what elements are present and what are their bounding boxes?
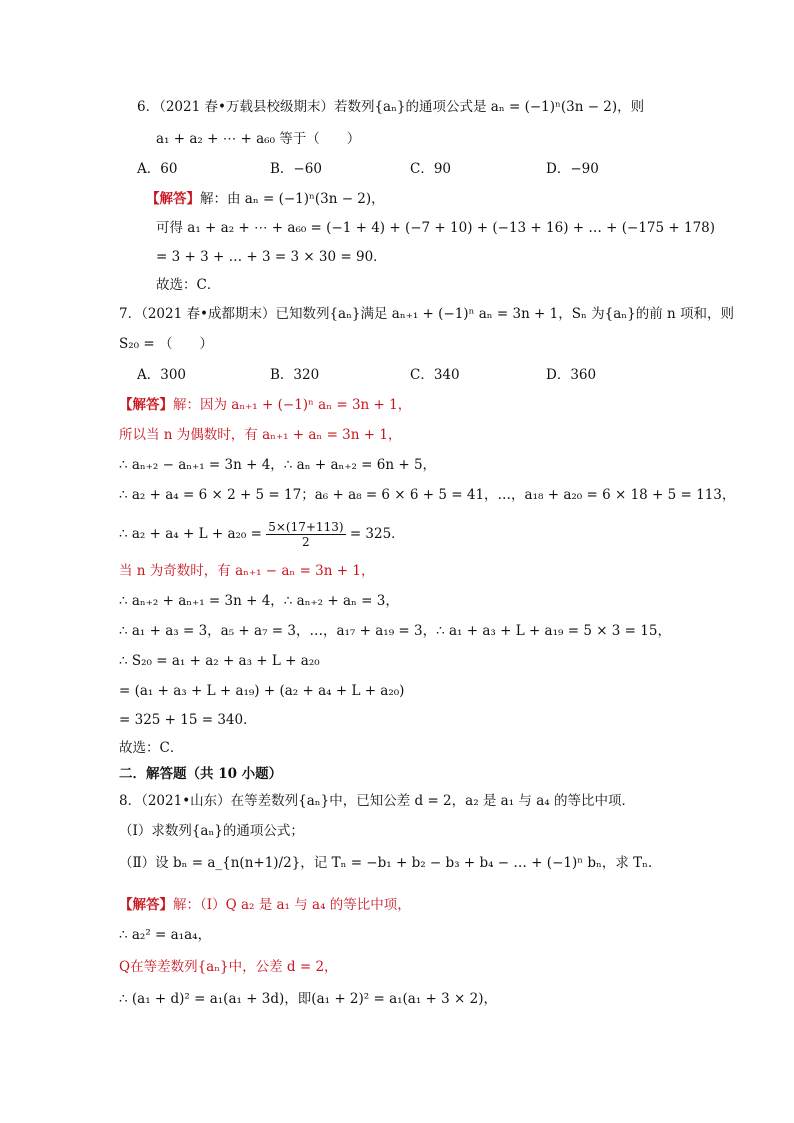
q6-answer-line1	[146, 190, 385, 208]
answer-tag: 【解答】	[119, 397, 173, 413]
q7-stem-line1: 7．（2021 春•成都期末）已知数列{aₙ}满足 aₙ₊₁ + (−1)ⁿ aₙ = 3n + 1，Sₙ 为{aₙ}的前 n 项和，则	[119, 306, 734, 322]
q6-answer-line3: = 3 + 3 + … + 3 = 3 × 30 = 90．	[156, 249, 387, 265]
q6-stem-line2: a₁ + a₂ + ⋯ + a₆₀ 等于（ ）	[156, 131, 361, 147]
q7-sum-rhs: = 325．	[349, 526, 405, 542]
q6-answer-line4: 故选：C．	[156, 277, 221, 293]
q7-fraction-numerator: 5×(17+113)	[268, 520, 344, 534]
q8-sol-line4: ∴ (a₁ + d)² = a₁(a₁ + 3d)，即(a₁ + 2)² = a₁(a₁ + 3 × 2)，	[119, 991, 497, 1007]
q7-fraction-denominator: 2	[302, 535, 310, 549]
q6-stem-line1: 6．（2021 春•万载县校级期末）若数列{aₙ}的通项公式是 aₙ = (−1)ⁿ(3n − 2)，则	[137, 99, 645, 115]
q7-sol-line12: 故选：C．	[119, 740, 184, 756]
answer-tag: 【解答】	[119, 897, 173, 913]
q7-sol-line3: ∴ aₙ₊₂ − aₙ₊₁ = 3n + 4，∴ aₙ + aₙ₊₂ = 6n + 5，	[119, 457, 437, 473]
section-heading: 二．解答题（共 10 小题）	[119, 766, 283, 782]
q7-fraction	[266, 520, 345, 549]
q7-option-b: B．320	[270, 367, 320, 383]
q7-option-a: A．300	[137, 367, 187, 383]
q7-sol-line8: ∴ a₁ + a₃ = 3，a₅ + a₇ = 3，…，a₁₇ + a₁₉ = 3，∴ a₁ + a₃ + L + a₁₉ = 5 × 3 = 15，	[119, 623, 671, 639]
q7-sol-line4: ∴ a₂ + a₄ = 6 × 2 + 5 = 17；a₆ + a₈ = 6 × 6 + 5 = 41，…，a₁₈ + a₂₀ = 6 × 18 + 5 = 113，	[119, 487, 736, 503]
answer-tag: 【解答】	[146, 191, 200, 207]
q7-sol-line1	[119, 396, 411, 414]
q7-sol-line2: 所以当 n 为偶数时，有 aₙ₊₁ + aₙ = 3n + 1，	[119, 427, 402, 443]
q6-option-a: A．60	[137, 161, 178, 177]
q6-option-c: C．90	[410, 161, 452, 177]
q8-stem-line2: （Ⅰ）求数列{aₙ}的通项公式；	[119, 823, 304, 839]
q7-option-d: D．360	[546, 367, 597, 383]
q7-sol-line7: ∴ aₙ₊₂ + aₙ₊₁ = 3n + 4，∴ aₙ₊₂ + aₙ = 3，	[119, 593, 399, 609]
q7-sum-lhs: ∴ a₂ + a₄ + L + a₂₀ =	[119, 526, 262, 542]
q8-sol-line1	[119, 896, 411, 914]
q7-stem-line2: S₂₀ = （ ）	[119, 336, 213, 352]
q7-sol-text: 解：因为 aₙ₊₁ + (−1)ⁿ aₙ = 3n + 1，	[173, 397, 412, 413]
q6-answer-text: 解：由 aₙ = (−1)ⁿ(3n − 2)，	[200, 191, 385, 207]
q8-sol-line3: Q在等差数列{aₙ}中，公差 d = 2，	[119, 959, 338, 975]
q6-option-d: D．−90	[546, 161, 599, 177]
q7-sol-line5	[119, 520, 405, 549]
q7-sol-line9: ∴ S₂₀ = a₁ + a₂ + a₃ + L + a₂₀	[119, 653, 320, 669]
q8-sol-line2: ∴ a₂² = a₁a₄，	[119, 927, 212, 943]
q8-sol-text: 解：（Ⅰ）Q a₂ 是 a₁ 与 a₄ 的等比中项，	[173, 897, 411, 913]
q8-stem-line1: 8．（2021•山东）在等差数列{aₙ}中，已知公差 d = 2，a₂ 是 a₁ 与 a₄ 的等比中项．	[119, 793, 635, 809]
q7-sol-line6: 当 n 为奇数时，有 aₙ₊₁ − aₙ = 3n + 1，	[119, 563, 375, 579]
q7-sol-line10: = (a₁ + a₃ + L + a₁₉) + (a₂ + a₄ + L + a₂₀)	[119, 683, 405, 699]
q6-answer-line2: 可得 a₁ + a₂ + ⋯ + a₆₀ = (−1 + 4) + (−7 + 10) + (−13 + 16) + … + (−175 + 178)	[156, 220, 716, 236]
q7-sol-line11: = 325 + 15 = 340．	[119, 712, 257, 728]
q7-option-c: C．340	[410, 367, 460, 383]
q8-stem-line3: （Ⅱ）设 bₙ = a_{n(n+1)/2}，记 Tₙ = −b₁ + b₂ − b₃ + b₄ − … + (−1)ⁿ bₙ，求 Tₙ．	[119, 855, 662, 871]
q6-option-b: B．−60	[270, 161, 322, 177]
